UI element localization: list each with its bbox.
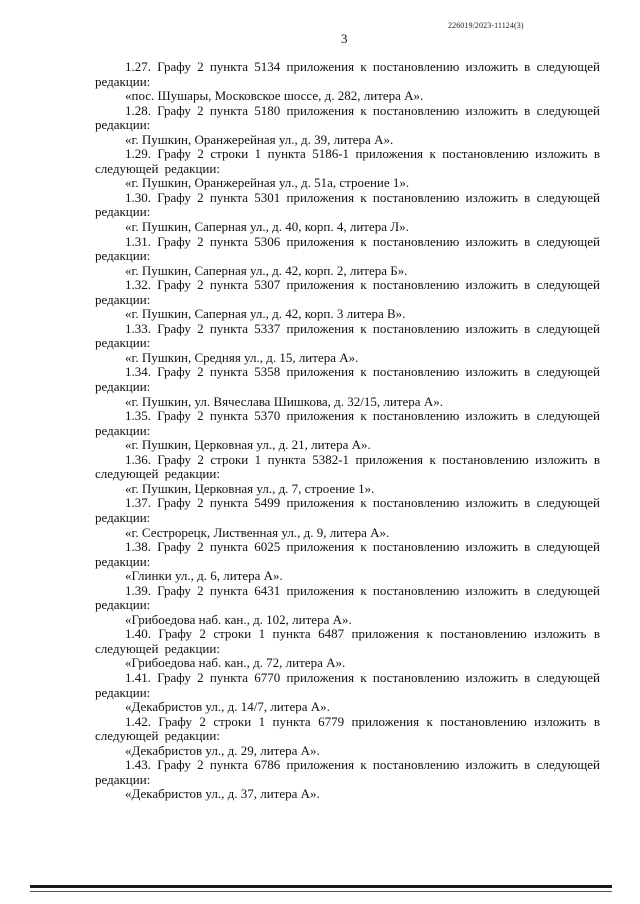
amendment-address: «г. Сестрорецк, Лиственная ул., д. 9, литера А». [125,524,390,540]
amendment-clause: 1.36. Графу 2 строки 1 пункта 5382-1 приложения к постановлению изложить в следующей редакции: [95,451,600,482]
amendment-item [95,147,600,191]
amendment-clause: 1.39. Графу 2 пункта 6431 приложения к постановлению изложить в следующей редакции: [95,582,600,613]
amendment-address: «г. Пушкин, Саперная ул., д. 42, корп. 2, литера Б». [125,262,408,278]
amendment-address: «г. Пушкин, Оранжерейная ул., д. 51а, строение 1». [125,175,410,191]
amendment-clause: 1.38. Графу 2 пункта 6025 приложения к постановлению изложить в следующей редакции: [95,539,600,569]
amendment-address: «г. Пушкин, Саперная ул., д. 40, корп. 4, литера Л». [125,219,409,235]
amendment-item [95,104,600,148]
amendment-clause: 1.29. Графу 2 строки 1 пункта 5186-1 приложения к постановлению изложить в следующей редакции: [95,146,600,176]
bottom-border-line-thin [30,891,612,892]
amendment-clause: 1.31. Графу 2 пункта 5306 приложения к постановлению изложить в следующей редакции: [95,233,600,264]
amendment-item [95,715,600,759]
page-number: 3 [341,31,348,46]
amendment-clause: 1.43. Графу 2 пункта 6786 приложения к постановлению изложить в следующей редакции: [95,757,600,787]
amendment-address: «Грибоедова наб. кан., д. 72, литера А». [125,655,346,671]
amendment-clause: 1.35. Графу 2 пункта 5370 приложения к постановлению изложить в следующей редакции: [95,408,600,438]
bottom-border-line [30,885,612,888]
amendment-item [95,235,600,279]
amendment-address: «Декабристов ул., д. 29, литера А». [125,742,320,758]
amendment-item [95,322,600,366]
amendment-item [95,409,600,453]
amendment-address: «Декабристов ул., д. 37, литера А». [125,786,320,802]
amendment-clause: 1.28. Графу 2 пункта 5180 приложения к постановлению изложить в следующей редакции: [95,102,600,133]
amendment-item [95,758,600,802]
amendment-clause: 1.33. Графу 2 пункта 5337 приложения к постановлению изложить в следующей редакции: [95,320,600,351]
amendment-clause: 1.30. Графу 2 пункта 5301 приложения к постановлению изложить в следующей редакции: [95,189,600,220]
amendment-address: «г. Пушкин, Церковная ул., д. 21, литера А». [125,437,371,453]
document-registration-number: 226019/2023-11124(3) [448,21,524,30]
amendment-address: «пос. Шушары, Московское шоссе, д. 282, литера А». [125,88,424,104]
document-body [95,60,600,802]
amendment-item [95,60,600,104]
amendment-item [95,584,600,628]
amendment-clause: 1.41. Графу 2 пункта 6770 приложения к постановлению изложить в следующей редакции: [95,669,600,700]
amendment-address: «г. Пушкин, Оранжерейная ул., д. 39, литера А». [125,131,394,147]
amendment-item [95,365,600,409]
amendment-clause: 1.34. Графу 2 пункта 5358 приложения к постановлению изложить в следующей редакции: [95,364,600,395]
amendment-address: «г. Пушкин, Саперная ул., д. 42, корп. 3 литера В». [125,306,406,322]
amendment-item [95,627,600,671]
amendment-item [95,671,600,715]
amendment-address: «Грибоедова наб. кан., д. 102, литера А». [125,611,352,627]
amendment-item [95,453,600,497]
amendment-address: «г. Пушкин, ул. Вячеслава Шишкова, д. 32/15, литера А». [125,393,443,409]
amendment-clause: 1.32. Графу 2 пункта 5307 приложения к постановлению изложить в следующей редакции: [95,277,600,307]
amendment-clause: 1.40. Графу 2 строки 1 пункта 6487 приложения к постановлению изложить в следующей редакции: [95,626,600,656]
amendment-address: «г. Пушкин, Средняя ул., д. 15, литера А». [125,349,359,365]
amendment-address: «Глинки ул., д. 6, литера А». [125,568,283,584]
amendment-clause: 1.42. Графу 2 строки 1 пункта 6779 приложения к постановлению изложить в следующей редакции: [95,713,600,744]
amendment-item [95,191,600,235]
amendment-address: «г. Пушкин, Церковная ул., д. 7, строение 1». [125,480,375,496]
amendment-item [95,278,600,322]
amendment-item [95,496,600,540]
amendment-clause: 1.27. Графу 2 пункта 5134 приложения к постановлению изложить в следующей редакции: [95,59,600,89]
amendment-clause: 1.37. Графу 2 пункта 5499 приложения к постановлению изложить в следующей редакции: [95,495,600,525]
amendment-address: «Декабристов ул., д. 14/7, литера А». [125,699,330,715]
amendment-item [95,540,600,584]
